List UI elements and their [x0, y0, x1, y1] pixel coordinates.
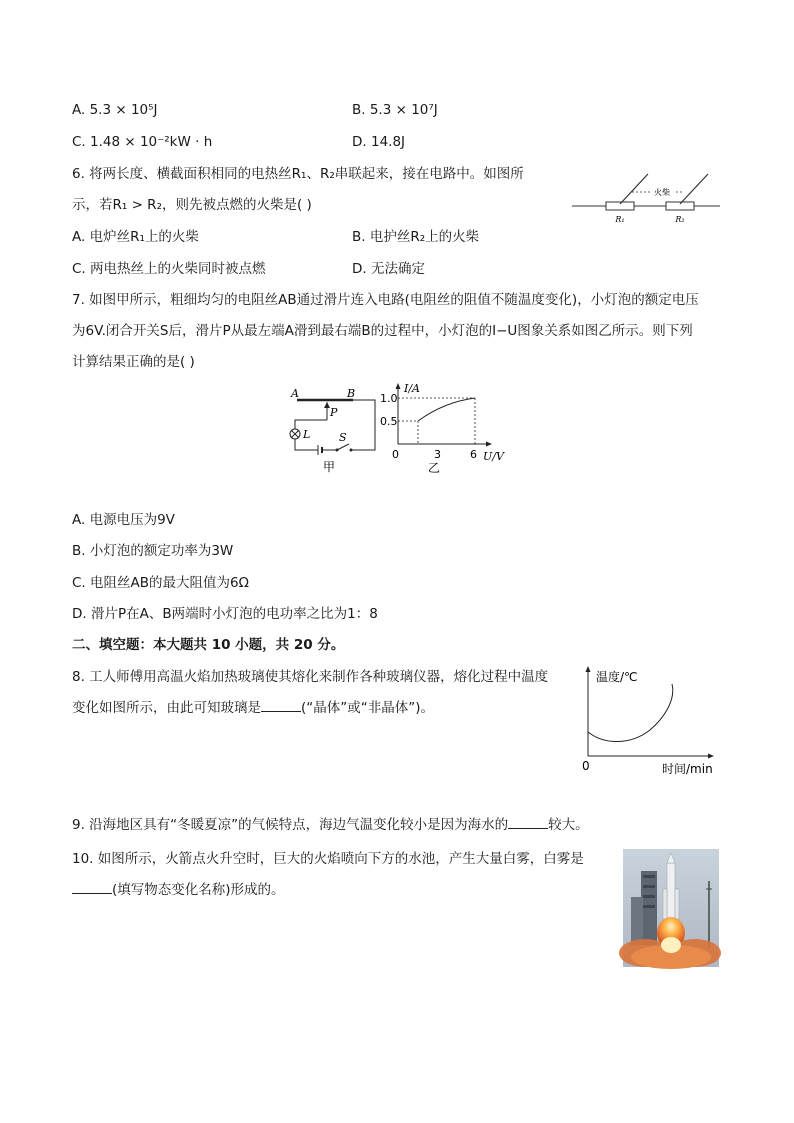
temperature-curve	[588, 684, 673, 742]
y-tick-0-5: 0.5	[380, 415, 398, 428]
q10-answer-blank[interactable]	[72, 880, 112, 894]
caption-yi: 乙	[428, 461, 441, 475]
q6-option-c: C. 两电热丝上的火柴同时被点燃	[72, 261, 266, 277]
q5-option-c: C. 1.48 × 10⁻²kW · h	[72, 134, 213, 150]
q10-stem-tail: (填写物态变化名称)形成的。	[112, 882, 285, 898]
q9-stem	[72, 815, 589, 835]
origin-label: 0	[392, 448, 399, 461]
q7-option-d: D. 滑片P在A、B两端时小灯泡的电功率之比为1：8	[72, 606, 378, 622]
q8-temperature-graph	[572, 660, 722, 775]
q7-stem-line1: 7. 如图甲所示，粗细均匀的电阻丝AB通过滑片连入电路(电阻丝的阻值不随温度变化)，小灯泡的额定电压	[72, 292, 699, 308]
x-axis-label: U/V	[483, 450, 504, 463]
switch-icon	[337, 444, 349, 450]
q8-stem-line1: 8. 工人师傅用高温火焰加热玻璃使其熔化来制作各种玻璃仪器，熔化过程中温度	[72, 669, 549, 685]
label-a: A	[291, 387, 299, 400]
section-heading: 二、填空题：本大题共 10 小题，共 20 分。	[72, 637, 345, 653]
x-tick-6: 6	[470, 448, 477, 461]
q9-answer-blank[interactable]	[508, 815, 548, 829]
q7-option-c: C. 电阻丝AB的最大阻值为6Ω	[72, 575, 249, 591]
q7-stem-line3: 计算结果正确的是( )	[72, 354, 195, 370]
y-axis-label: I/A	[404, 382, 420, 395]
q8-answer-blank[interactable]	[261, 698, 301, 712]
q7-option-b: B. 小灯泡的额定功率为3W	[72, 543, 234, 559]
label-p: P	[330, 406, 338, 419]
q5-option-d: D. 14.8J	[352, 134, 406, 150]
rocket-launch-photo	[623, 849, 719, 967]
q6-option-a: A. 电炉丝R₁上的火柴	[72, 229, 199, 245]
caption-jia: 甲	[323, 460, 336, 474]
r2-label: R₂	[675, 215, 685, 224]
x-axis-label: 时间/min	[662, 762, 713, 776]
match-right	[680, 174, 708, 204]
q8-stem-hint: (“晶体”或“非晶体”)。	[301, 700, 435, 716]
y-axis-label: 温度/℃	[596, 670, 638, 684]
q7-option-a: A. 电源电压为9V	[72, 512, 175, 528]
label-l: L	[303, 428, 311, 441]
rocket-icon	[667, 863, 675, 919]
q8-stem-text: 变化如图所示，由此可知玻璃是	[72, 700, 261, 716]
y-tick-1-0: 1.0	[380, 392, 398, 405]
q6-stem-line1: 6. 将两长度、横截面积相同的电热丝R₁、R₂串联起来，接在电路中。如图所	[72, 166, 524, 182]
q6-resistor-figure	[570, 168, 722, 228]
q7-stem-line2: 为6V.闭合开关S后，滑片P从最左端A滑到最右端B的过程中，小灯泡的I−U图象关系如图乙所示。则下列	[72, 323, 693, 339]
label-s: S	[339, 431, 347, 444]
q9-stem-text: 9. 沿海地区具有“冬暖夏凉”的气候特点，海边气温变化较小是因为海水的	[72, 817, 509, 833]
q6-option-d: D. 无法确定	[352, 261, 425, 277]
q5-option-b: B. 5.3 × 10⁷J	[352, 102, 438, 118]
q6-stem-line2: 示，若R₁ > R₂，则先被点燃的火柴是( )	[72, 197, 312, 213]
match-left	[620, 174, 648, 204]
iu-curve	[418, 398, 475, 421]
x-tick-3: 3	[434, 448, 441, 461]
q10-stem-line2	[72, 880, 285, 900]
match-label: 火柴	[654, 188, 670, 197]
q8-stem-line2	[72, 698, 434, 718]
q5-option-a: A. 5.3 × 10⁵J	[72, 102, 158, 118]
q7-iu-graph	[378, 380, 518, 480]
origin-label: 0	[582, 759, 590, 773]
q10-stem-line1: 10. 如图所示，火箭点火升空时，巨大的火焰喷向下方的水池，产生大量白雾，白雾是	[72, 851, 584, 867]
label-b: B	[347, 387, 356, 400]
q9-stem-tail: 较大。	[548, 817, 589, 833]
q7-circuit-diagram	[285, 385, 385, 485]
q6-option-b: B. 电护丝R₂上的火柴	[352, 229, 480, 245]
r1-label: R₁	[615, 215, 625, 224]
